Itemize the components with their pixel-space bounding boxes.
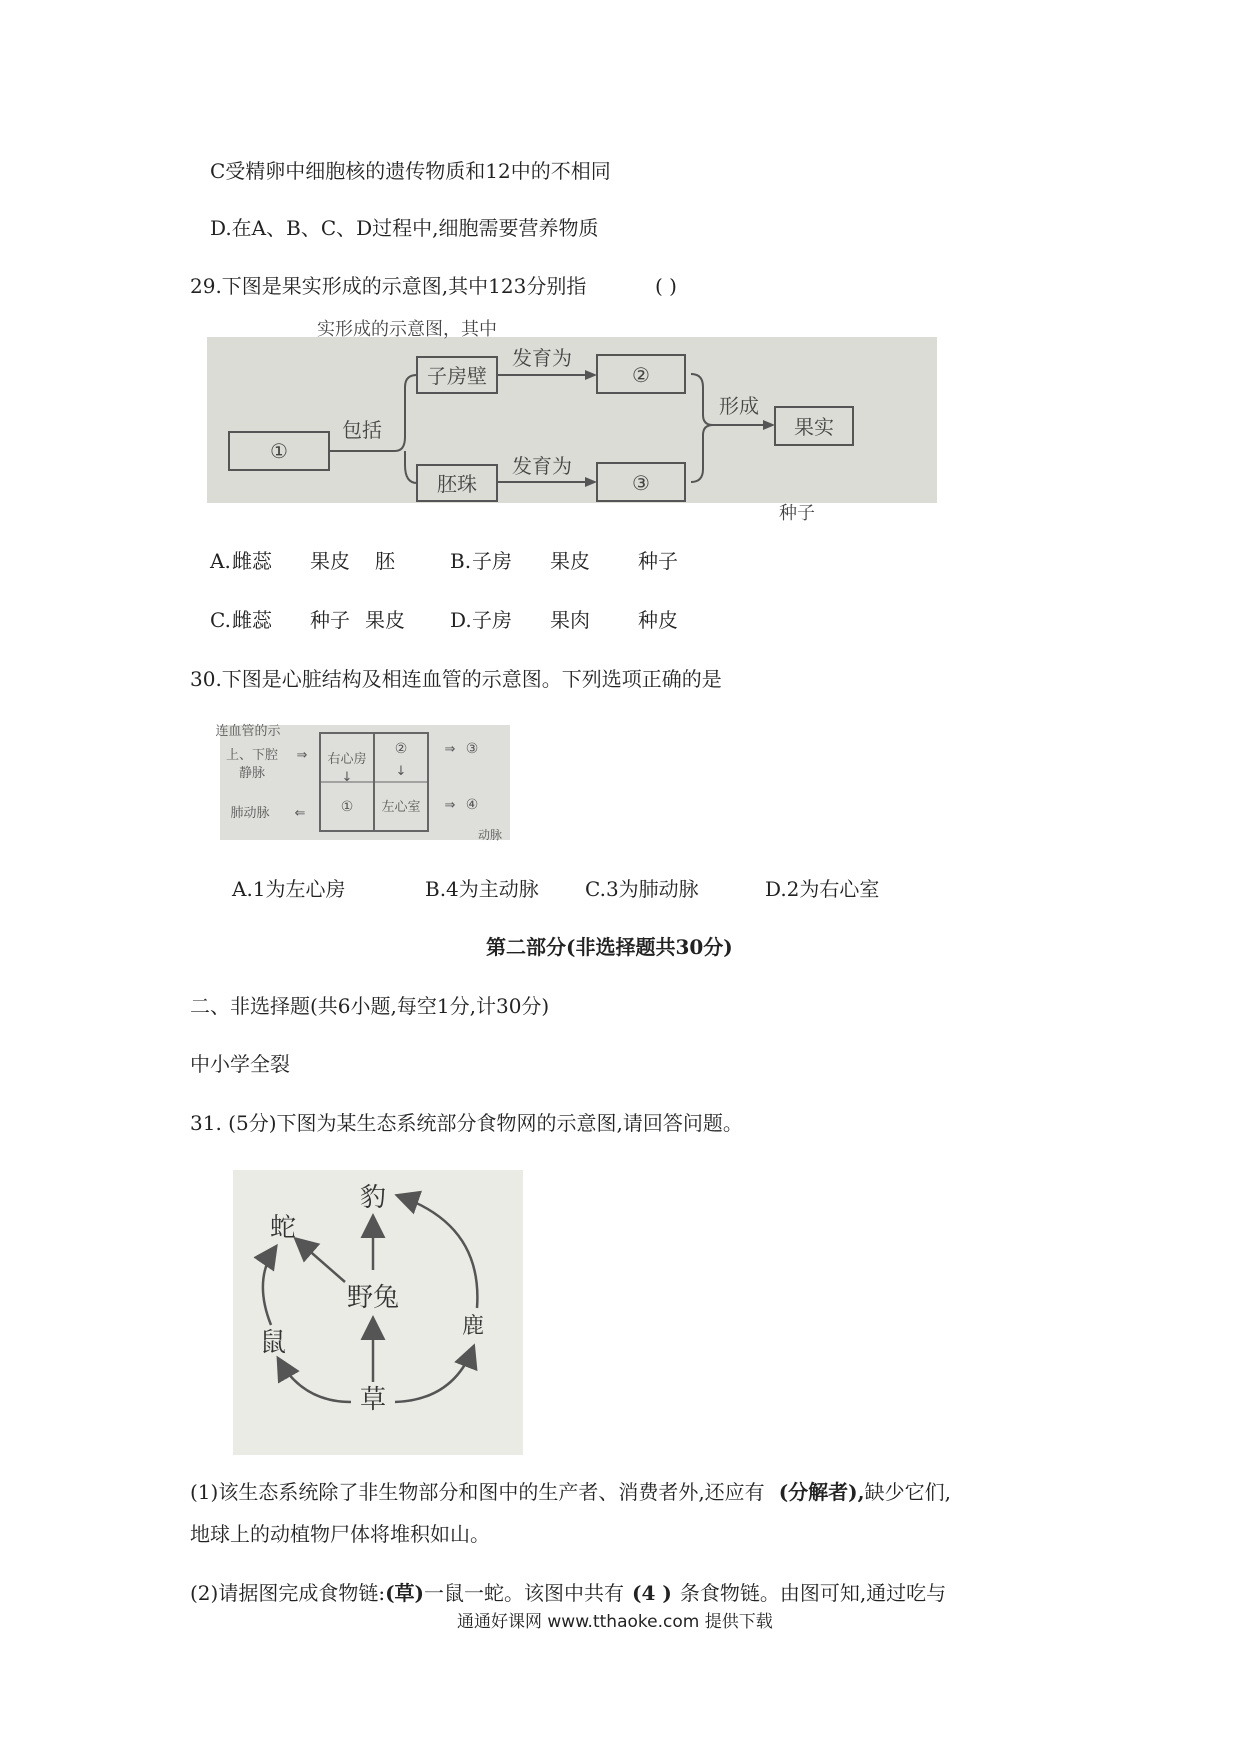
q31-sub2-text-a: (2)请据图完成食物链:: [190, 1581, 386, 1605]
heart-structure-figure: [215, 724, 510, 842]
q29-stem: 29.下图是果实形成的示意图,其中123分别指: [190, 274, 587, 298]
q29-option-d-letter: D.: [450, 608, 472, 632]
q30-option-c: C.3为肺动脉: [585, 877, 699, 901]
figure-cut-text: 实形成的示意图，其中: [317, 319, 497, 340]
q29-option-a-3: 胚: [375, 549, 395, 573]
page-footer: 通通好课网 www.tthaoke.com 提供下载: [457, 1612, 773, 1632]
q29-option-d-3: 种皮: [638, 608, 678, 632]
q29-option-d-1: 子房: [472, 608, 512, 632]
chamber-2-label: ②: [394, 741, 408, 757]
develops-label-2: 发育为: [512, 454, 572, 478]
q29-option-a-letter: A.: [210, 549, 231, 573]
part2-section-title: 二、非选择题(共6小题,每空1分,计30分): [190, 994, 550, 1018]
includes-label: 包括: [342, 418, 382, 442]
vessel-4-arrow: ⇒: [444, 798, 456, 813]
rv-down-arrow: ↓: [341, 770, 353, 785]
pulmonary-artery-arrow: ⇐: [294, 806, 306, 821]
q31-sub1-line1: [190, 1479, 951, 1505]
pulmonary-artery-label: 肺动脉: [230, 806, 270, 821]
node1-label: ①: [270, 439, 288, 463]
right-atrium-label: 右心房: [327, 752, 367, 767]
q30-option-a: A.1为左心房: [232, 877, 346, 901]
q28-option-d: D.在A、B、C、D过程中,细胞需要营养物质: [210, 216, 599, 240]
vena-cava-label-2: 静脉: [238, 766, 266, 781]
q30-option-b: B.4为主动脉: [425, 877, 539, 901]
part2-note: 中小学全裂: [190, 1052, 290, 1076]
figure-cut-text: 连血管的示: [215, 724, 281, 739]
q31-sub2-answer-1: (草): [385, 1581, 425, 1605]
q31-sub1-line2: 地球上的动植物尸体将堆积如山。: [190, 1522, 490, 1546]
figure-cut-bottom-text: 动脉: [477, 828, 503, 842]
fruit-formation-figure: [207, 319, 937, 524]
q29-option-c-1: 雌蕊: [232, 608, 272, 632]
develops-label-1: 发育为: [512, 346, 572, 370]
ovule-label: 胚珠: [437, 472, 477, 496]
q29-option-c-letter: C.: [210, 608, 231, 632]
q31-sub2-text-b: 一鼠一蛇。该图中共有: [424, 1581, 625, 1605]
rabbit-label: 野兔: [346, 1283, 400, 1313]
q29-option-a-2: 果皮: [310, 549, 350, 573]
forms-label: 形成: [719, 394, 759, 418]
vena-cava-arrow: ⇒: [296, 748, 308, 763]
q29-option-d-2: 果肉: [550, 608, 590, 632]
q29-option-b-3: 种子: [638, 549, 678, 573]
q29-option-c-2: 种子: [310, 608, 350, 632]
q28-option-c: C受精卵中细胞核的遗传物质和12中的不相同: [210, 159, 611, 183]
food-web-figure: [233, 1170, 523, 1455]
figure-cut-bottom-text: 种子: [779, 503, 815, 524]
q30-option-d: D.2为右心室: [765, 877, 880, 901]
q29-option-a-1: 雌蕊: [232, 549, 272, 573]
q31-sub1-answer: (分解者),: [778, 1480, 865, 1504]
leopard-label: 豹: [359, 1183, 387, 1213]
q31-sub2-line: [190, 1580, 946, 1606]
q29-option-c-3: 果皮: [365, 608, 405, 632]
node3-label: ③: [632, 471, 650, 495]
q31-sub1-text-a: (1)该生态系统除了非生物部分和图中的生产者、消费者外,还应有: [190, 1480, 765, 1504]
mouse-label: 鼠: [259, 1328, 287, 1358]
node2-label: ②: [632, 363, 650, 387]
q29-option-b-1: 子房: [472, 549, 512, 573]
q31-sub2-text-c: 条食物链。由图可知,通过吃与: [679, 1581, 947, 1605]
deer-label: 鹿: [461, 1314, 485, 1339]
ovary-wall-label: 子房壁: [427, 364, 487, 388]
grass-label: 草: [359, 1385, 387, 1415]
q31-sub2-answer-2: (4 ): [632, 1581, 672, 1605]
vessel-3-label: ③: [465, 741, 479, 757]
lv-down-arrow: ↓: [395, 764, 407, 779]
vena-cava-label: 上、下腔: [225, 748, 279, 763]
fruit-label: 果实: [794, 415, 834, 439]
part2-heading: 第二部分(非选择题共30分): [486, 935, 733, 959]
vessel-4-label: ④: [465, 797, 479, 813]
snake-label: 蛇: [269, 1213, 297, 1243]
q30-stem: 30.下图是心脏结构及相连血管的示意图。下列选项正确的是: [190, 667, 722, 691]
q31-sub1-text-b: 缺少它们,: [864, 1480, 951, 1504]
q29-answer-paren: ( ): [655, 274, 677, 298]
left-ventricle-label: 左心室: [381, 800, 421, 815]
q29-option-b-2: 果皮: [550, 549, 590, 573]
q31-stem: 31. (5分)下图为某生态系统部分食物网的示意图,请回答问题。: [190, 1111, 743, 1135]
chamber-1-label: ①: [340, 799, 354, 815]
q29-option-b-letter: B.: [450, 549, 472, 573]
vessel-3-arrow: ⇒: [444, 742, 456, 757]
